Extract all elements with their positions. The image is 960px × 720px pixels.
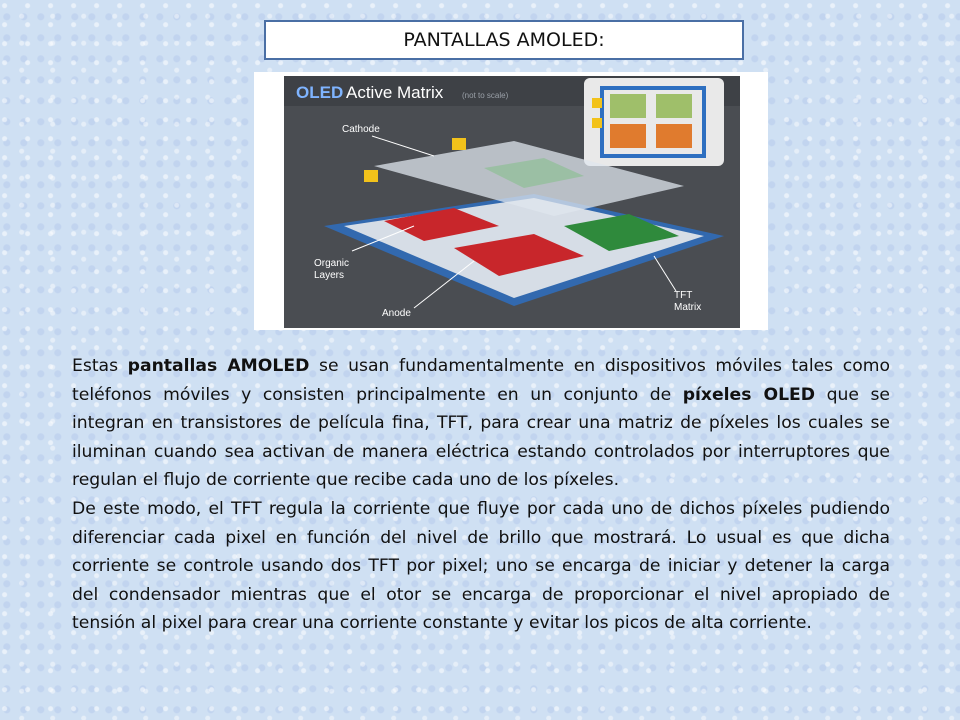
p1-bold-2: píxeles OLED xyxy=(682,384,816,405)
oled-diagram xyxy=(284,76,740,328)
diagram-header-rest: Active Matrix xyxy=(346,83,444,102)
label-cathode: Cathode xyxy=(342,124,380,135)
p1-text-1: Estas xyxy=(72,356,128,376)
label-anode: Anode xyxy=(382,308,411,319)
cathode-connector-1 xyxy=(452,138,466,150)
oled-active-matrix-figure xyxy=(254,72,768,330)
paragraph-2: De este modo, el TFT regula la corriente que fluye por cada uno de dichos píxeles pudiendo diferenciar cada pixel en función del nivel de brillo que mostrará. Lo usual es que dicha corriente se controle usando dos TFT por pixel; uno se encarga de iniciar y detener la carga del condensador mientras que el otor se encarga de proporcionar el nivel apropiado de tensión al pixel para crear una corriente constante y evitar los picos de alta corriente. xyxy=(72,498,890,634)
diagram-header-bold: OLED xyxy=(296,83,344,102)
diagram-header-note: (not to scale) xyxy=(462,91,509,100)
inset-pixel-grid xyxy=(584,78,724,166)
slide-title-text: PANTALLAS AMOLED: xyxy=(403,29,605,51)
paragraph-1 xyxy=(72,352,890,495)
p1-text-2: se usan fundamentalmente en dispositivos móviles tales como teléfonos móviles y consisten principalmente en un conjunto de xyxy=(72,356,890,405)
label-organic-1: Organic xyxy=(314,258,350,269)
label-tft-2: Matrix xyxy=(674,302,702,313)
label-organic-2: Layers xyxy=(314,270,345,281)
cathode-connector-2 xyxy=(364,170,378,182)
p1-bold-1: pantallas AMOLED xyxy=(127,356,310,376)
label-tft-1: TFT xyxy=(674,290,693,301)
p1-text-3: que se integran en transistores de película fina, TFT, para crear una matriz de píxeles los cuales se iluminan cuando sea activan de manera eléctrica estando controlados por interruptores que regulan el flujo de corriente que recibe cada uno de los píxeles. xyxy=(72,384,890,491)
body-text xyxy=(72,352,890,638)
slide-title xyxy=(264,20,744,60)
